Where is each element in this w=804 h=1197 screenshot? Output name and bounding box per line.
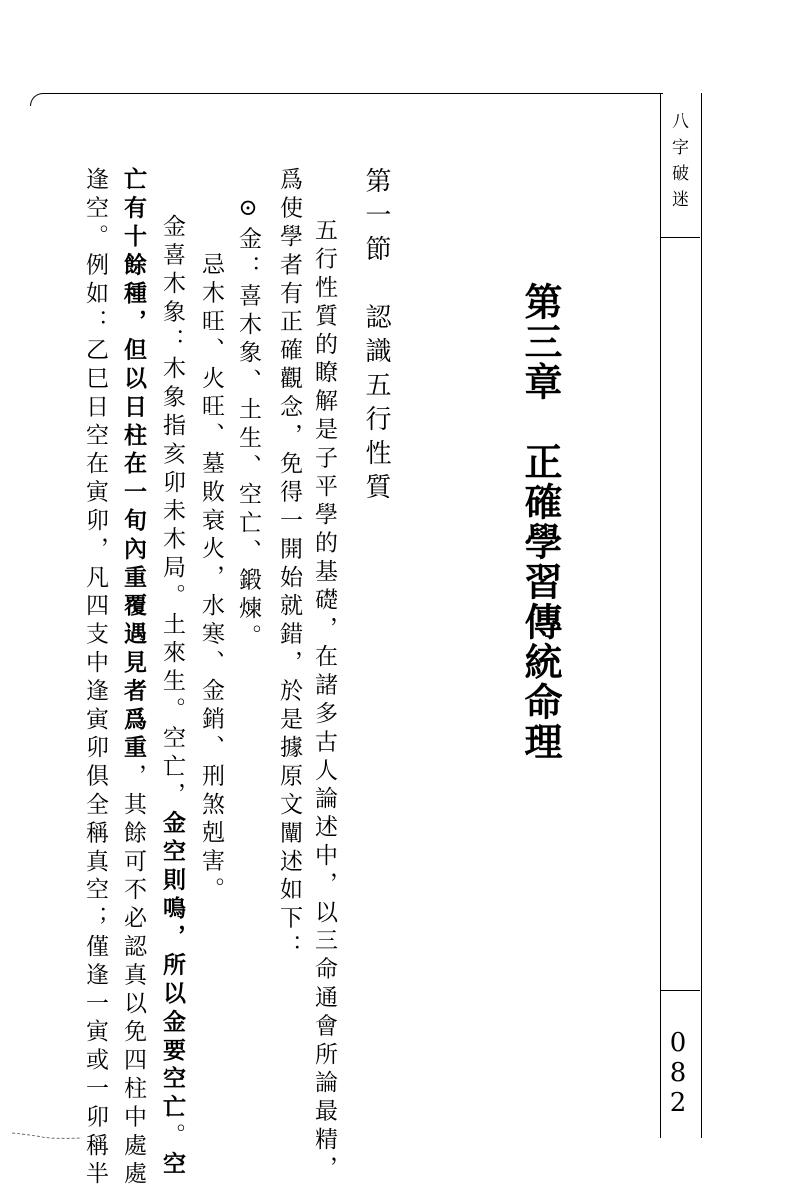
book-title: 八字破迷	[668, 112, 688, 216]
chapter-heading: 第三章 正確學習傳統命理	[518, 282, 563, 762]
sidebar-divider-top	[660, 237, 700, 238]
paragraph2-line2: 亡有十餘種，但以日柱在一旬內重覆遇見者爲重，其餘可不必認真以免四柱中處處	[120, 167, 147, 1190]
paragraph2-line1: 金喜木象：木象指亥卯未木局。土來生。空亡，金空則鳴，所以金要空亡。空	[159, 214, 186, 1180]
section-heading: 第一節 認識五行性質	[361, 167, 391, 507]
paragraph2-line3: 逢空。例如：乙巳日空在寅卯，凡四支中逢寅卯俱全稱真空；僅逢一寅或一卯稱半	[82, 167, 108, 1190]
page-frame-top	[30, 93, 663, 106]
sidebar-frame	[660, 93, 702, 1138]
item-metal-text: 金：喜木象、土生、空亡、鍛煉。	[235, 226, 261, 653]
item-metal-line2: 忌木旺、火旺、墓敗衰火，水寒、金銷、刑煞剋害。	[198, 252, 224, 906]
scan-mark	[12, 1132, 82, 1140]
page-number: 082	[663, 1028, 693, 1118]
sidebar-divider-bottom	[660, 990, 700, 991]
paragraph1-line2: 爲使學者有正確觀念，免得一開始就錯，於是據原文闡述如下：	[276, 167, 302, 963]
bullet-icon: ⊙	[235, 195, 261, 227]
item-metal-line1	[236, 195, 259, 652]
paragraph1-line1: 五行性質的瞭解是子平學的基礎，在諸多古人論述中，以三命通會所論最精，	[311, 218, 337, 1184]
